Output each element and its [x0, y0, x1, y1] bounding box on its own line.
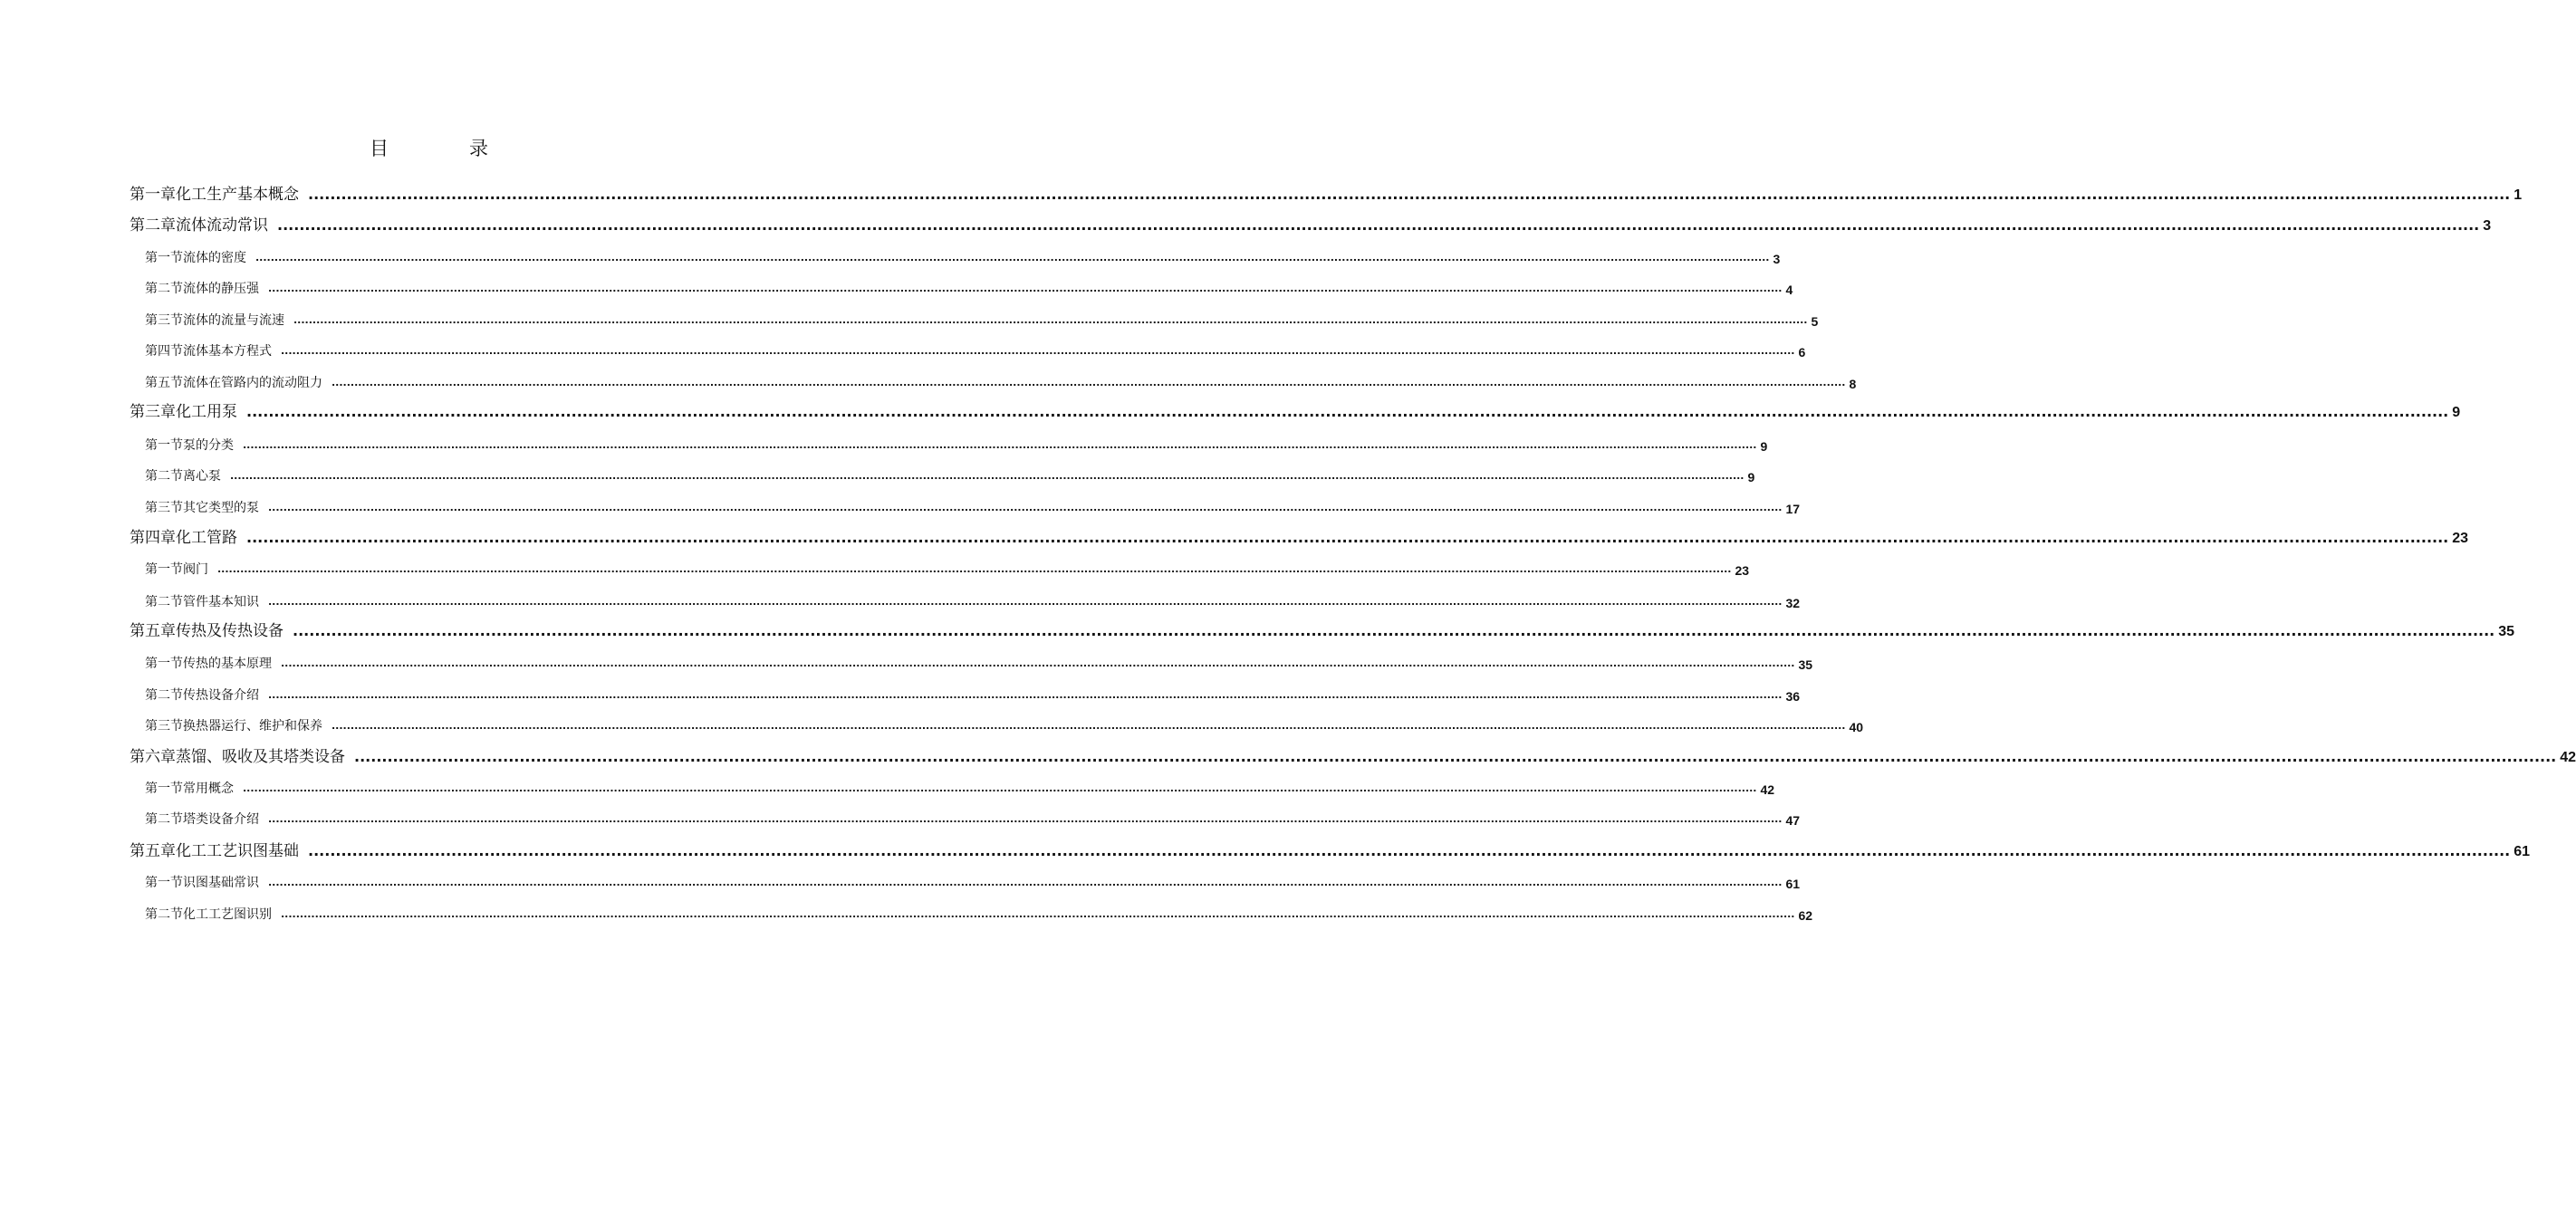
dot-leader: ................................................................................................................................................................................................................................................................................................................................................................................................................ [308, 842, 2511, 859]
toc-heading-char-2: 录 [469, 138, 488, 159]
page-number: 17 [1785, 502, 1801, 516]
dot-leader: ................................................................................................................................................................................................................................................................................................................................................................................................................ [332, 720, 1846, 732]
section-number: 第二节 [145, 469, 183, 484]
toc-section-row[interactable] [145, 554, 1750, 578]
chapter-number: 第四章 [130, 529, 176, 547]
dot-leader: ................................................................................................................................................................................................................................................................................................................................................................................................................ [243, 439, 1757, 451]
page-number: 36 [1785, 689, 1801, 704]
section-title: 管件基本知识 [183, 595, 259, 609]
section-title: 其它类型的泵 [183, 501, 259, 515]
section-number: 第二节 [145, 907, 183, 922]
toc-chapter-row[interactable] [130, 617, 2515, 640]
page-number: 5 [1811, 314, 1819, 329]
section-title: 离心泵 [183, 469, 221, 484]
section-number: 第五节 [145, 376, 183, 390]
section-number: 第一节 [145, 782, 183, 796]
chapter-title: 化工工艺识图基础 [176, 842, 299, 860]
dot-leader: ................................................................................................................................................................................................................................................................................................................................................................................................................ [268, 283, 1783, 294]
chapter-title: 化工用泵 [176, 403, 237, 421]
section-title: 流体基本方程式 [183, 344, 272, 359]
dot-leader: ................................................................................................................................................................................................................................................................................................................................................................................................................ [293, 622, 2495, 639]
page-number: 23 [2452, 531, 2469, 546]
dot-leader: ................................................................................................................................................................................................................................................................................................................................................................................................................ [281, 345, 1795, 357]
dot-leader: ................................................................................................................................................................................................................................................................................................................................................................................................................ [255, 252, 1770, 264]
page-number: 47 [1785, 813, 1801, 828]
page-number: 3 [1773, 252, 1781, 266]
toc-section-row[interactable] [145, 368, 1857, 391]
section-number: 第二节 [145, 812, 183, 827]
section-number: 第二节 [145, 282, 183, 296]
chapter-number: 第五章 [130, 622, 176, 640]
toc-chapter-row[interactable] [130, 211, 2492, 235]
toc-section-row[interactable] [145, 868, 1801, 891]
section-title: 流体的静压强 [183, 282, 259, 296]
chapter-title: 流体流动常识 [176, 216, 268, 235]
toc-section-row[interactable] [145, 899, 1813, 923]
dot-leader: ................................................................................................................................................................................................................................................................................................................................................................................................................ [281, 657, 1795, 669]
section-title: 识图基础常识 [183, 876, 259, 890]
section-number: 第一节 [145, 876, 183, 890]
chapter-title: 化工生产基本概念 [176, 186, 299, 204]
toc-section-row[interactable] [145, 461, 1755, 484]
chapter-number: 第五章 [130, 842, 176, 860]
section-number: 第二节 [145, 688, 183, 703]
section-title: 流体的流量与流速 [183, 313, 284, 328]
page-number: 23 [1735, 563, 1750, 578]
dot-leader: ................................................................................................................................................................................................................................................................................................................................................................................................................ [332, 377, 1846, 388]
dot-leader: ................................................................................................................................................................................................................................................................................................................................................................................................................ [277, 216, 2480, 234]
page-number: 3 [2483, 218, 2492, 234]
chapter-title: 化工管路 [176, 529, 237, 547]
dot-leader: ................................................................................................................................................................................................................................................................................................................................................................................................................ [268, 596, 1783, 608]
section-title: 换热器运行、维护和保养 [183, 719, 322, 734]
section-title: 塔类设备介绍 [183, 812, 259, 827]
page-number: 4 [1785, 283, 1793, 297]
chapter-number: 第三章 [130, 403, 176, 421]
dot-leader: ................................................................................................................................................................................................................................................................................................................................................................................................................ [268, 813, 1783, 825]
toc-section-row[interactable] [145, 305, 1819, 329]
page-number: 42 [2560, 750, 2576, 765]
section-number: 第四节 [145, 344, 183, 359]
dot-leader: ................................................................................................................................................................................................................................................................................................................................................................................................................ [246, 403, 2449, 420]
section-title: 化工工艺图识别 [183, 907, 272, 922]
dot-leader: ................................................................................................................................................................................................................................................................................................................................................................................................................ [281, 908, 1795, 920]
toc-chapter-row[interactable] [130, 180, 2523, 204]
dot-leader: ................................................................................................................................................................................................................................................................................................................................................................................................................ [217, 563, 1732, 575]
toc-section-row[interactable] [145, 648, 1813, 672]
section-title: 泵的分类 [183, 438, 234, 453]
page-number: 62 [1798, 908, 1813, 923]
toc-section-row[interactable] [145, 680, 1801, 704]
toc-heading-char-1: 目 [370, 138, 389, 159]
toc-section-row[interactable] [145, 273, 1793, 297]
page-number: 8 [1849, 377, 1857, 391]
section-number: 第一节 [145, 657, 183, 671]
page-number: 40 [1849, 720, 1864, 734]
toc-section-row[interactable] [145, 336, 1806, 360]
chapter-number: 第二章 [130, 216, 176, 235]
toc-chapter-row[interactable] [130, 743, 2576, 766]
dot-leader: ................................................................................................................................................................................................................................................................................................................................................................................................................ [246, 529, 2449, 546]
section-title: 传热的基本原理 [183, 657, 272, 671]
page-number: 35 [2498, 624, 2515, 639]
toc-chapter-row[interactable] [130, 523, 2469, 547]
chapter-number: 第六章 [130, 748, 176, 766]
toc-section-row[interactable] [145, 493, 1801, 516]
section-title: 流体的密度 [183, 251, 246, 265]
toc-section-row[interactable] [145, 773, 1775, 797]
page-number: 9 [2452, 405, 2461, 420]
toc-section-row[interactable] [145, 587, 1801, 610]
dot-leader: ................................................................................................................................................................................................................................................................................................................................................................................................................ [293, 314, 1808, 326]
toc-section-row[interactable] [145, 243, 1781, 266]
dot-leader: ................................................................................................................................................................................................................................................................................................................................................................................................................ [268, 502, 1783, 513]
section-number: 第三节 [145, 719, 183, 734]
section-title: 常用概念 [183, 782, 234, 796]
page-number: 9 [1747, 470, 1755, 484]
page-number: 61 [1785, 877, 1801, 891]
chapter-title: 传热及传热设备 [176, 622, 284, 640]
dot-leader: ................................................................................................................................................................................................................................................................................................................................................................................................................ [243, 782, 1757, 794]
dot-leader: ................................................................................................................................................................................................................................................................................................................................................................................................................ [268, 689, 1783, 701]
page-number: 9 [1760, 439, 1768, 454]
dot-leader: ................................................................................................................................................................................................................................................................................................................................................................................................................ [308, 186, 2511, 203]
dot-leader: ................................................................................................................................................................................................................................................................................................................................................................................................................ [268, 877, 1783, 888]
toc-section-row[interactable] [145, 430, 1768, 454]
section-number: 第一节 [145, 562, 183, 577]
section-number: 第一节 [145, 251, 183, 265]
chapter-title: 蒸馏、吸收及其塔类设备 [176, 748, 345, 766]
toc-chapter-row[interactable] [130, 398, 2461, 421]
page-number: 6 [1798, 345, 1806, 360]
section-title: 阀门 [183, 562, 208, 577]
section-title: 传热设备介绍 [183, 688, 259, 703]
section-number: 第三节 [145, 501, 183, 515]
dot-leader: ................................................................................................................................................................................................................................................................................................................................................................................................................ [354, 748, 2557, 765]
chapter-number: 第一章 [130, 186, 176, 204]
toc-section-row[interactable] [145, 711, 1864, 734]
page-number: 61 [2514, 844, 2531, 859]
section-number: 第二节 [145, 595, 183, 609]
page-number: 35 [1798, 657, 1813, 672]
toc-chapter-row[interactable] [130, 837, 2531, 860]
section-number: 第一节 [145, 438, 183, 453]
page-number: 32 [1785, 596, 1801, 610]
page-number: 42 [1760, 782, 1775, 797]
page-number: 1 [2514, 187, 2523, 203]
section-number: 第三节 [145, 313, 183, 328]
section-title: 流体在管路内的流动阻力 [183, 376, 322, 390]
toc-section-row[interactable] [145, 804, 1801, 828]
dot-leader: ................................................................................................................................................................................................................................................................................................................................................................................................................ [230, 470, 1745, 482]
